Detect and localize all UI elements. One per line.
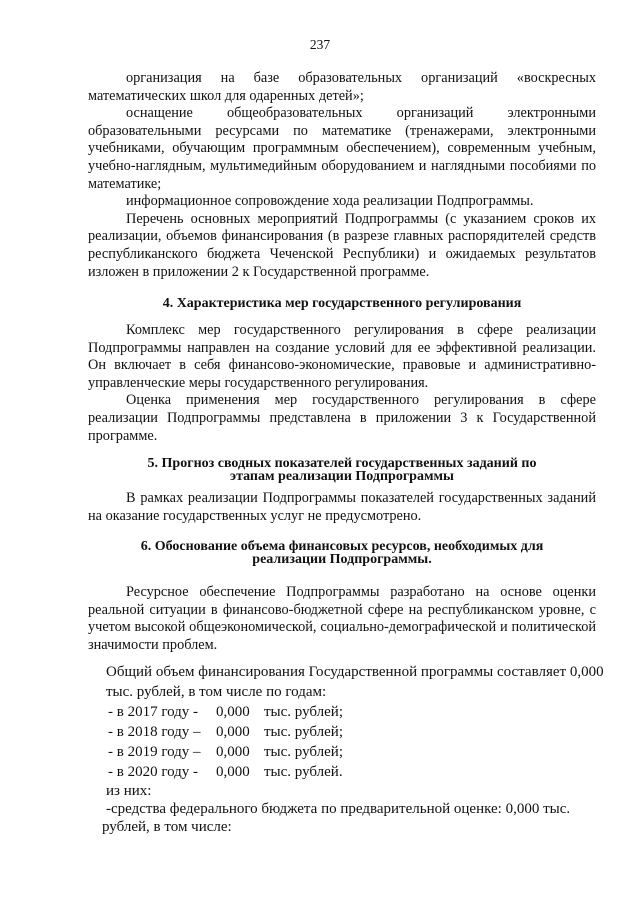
funding-year-row: - в 2017 году - 0,000 тыс. рублей; <box>108 704 343 720</box>
section-4-heading: 4. Характеристика мер государственного регулирования <box>162 296 522 311</box>
paragraph-activities-list: Перечень основных мероприятий Подпрограммы (с указанием сроков их реализации, объемов финансирования (в разрезе главных распорядителей средств республиканского бюджета Чеченской Республики) и ожидаемых результатов изложен в приложении 2 к Государственной программе. <box>88 210 596 280</box>
section-5-body <box>88 490 596 525</box>
section-5-heading: 5. Прогноз сводных показателей государственных заданий по этапам реализации Подпрограммы <box>147 456 537 484</box>
funding-total-line2: тыс. рублей, в том числе по годам: <box>106 684 327 700</box>
page-number: 237 <box>309 37 331 52</box>
funding-year-row: - в 2020 году - 0,000 тыс. рублей. <box>108 764 343 780</box>
funding-total-line1: Общий объем финансирования Государственной программы составляет 0,000 <box>106 664 604 680</box>
funding-federal-line1: -средства федерального бюджета по предварительной оценке: 0,000 тыс. <box>106 801 571 817</box>
paragraph-equipment: оснащение общеобразовательных организаций электронными образовательными ресурсами по математике (тренажерами, электронными учебниками, обучающим программным обеспечением), современным учебным, учебно-наглядным, мультимедийным оборудованием и наглядными пособиями по математике; <box>88 105 596 192</box>
paragraph-regulation-complex: Комплекс мер государственного регулирования в сфере реализации Подпрограммы направлен на создание условий для ее эффективной реализации. Он включает в себя финансово-экономические, правовые и административно-управленческие меры государственного регулирования. <box>88 322 596 391</box>
paragraph-resource-support: Ресурсное обеспечение Подпрограммы разработано на основе оценки реальной ситуации в финансово-бюджетной сфере на республиканском уровне, с учетом высокой общеэкономической, социально-демографической и политической значимости проблем. <box>88 584 596 653</box>
paragraph-regulation-assessment: Оценка применения мер государственного регулирования в сфере реализации Подпрограммы представлена в приложении 3 к Государственной программе. <box>88 392 596 444</box>
funding-of-which: из них: <box>106 783 152 799</box>
funding-year-row: - в 2018 году – 0,000 тыс. рублей; <box>108 724 343 740</box>
top-text-block <box>88 70 596 281</box>
section-4-body <box>88 322 596 445</box>
paragraph-state-tasks: В рамках реализации Подпрограммы показателей государственных заданий на оказание государственных услуг не предусмотрено. <box>88 490 596 524</box>
funding-year-row: - в 2019 году – 0,000 тыс. рублей; <box>108 744 343 760</box>
paragraph-math-schools: организация на базе образовательных организаций «воскресных математических школ для одаренных детей»; <box>88 70 596 104</box>
section-6-body <box>88 584 596 654</box>
funding-federal-line2: рублей, в том числе: <box>102 819 232 835</box>
section-6-heading: 6. Обоснование объема финансовых ресурсов, необходимых для реализации Подпрограммы. <box>140 539 544 567</box>
funding-block <box>88 662 608 836</box>
paragraph-info-support: информационное сопровождение хода реализации Подпрограммы. <box>126 193 534 210</box>
